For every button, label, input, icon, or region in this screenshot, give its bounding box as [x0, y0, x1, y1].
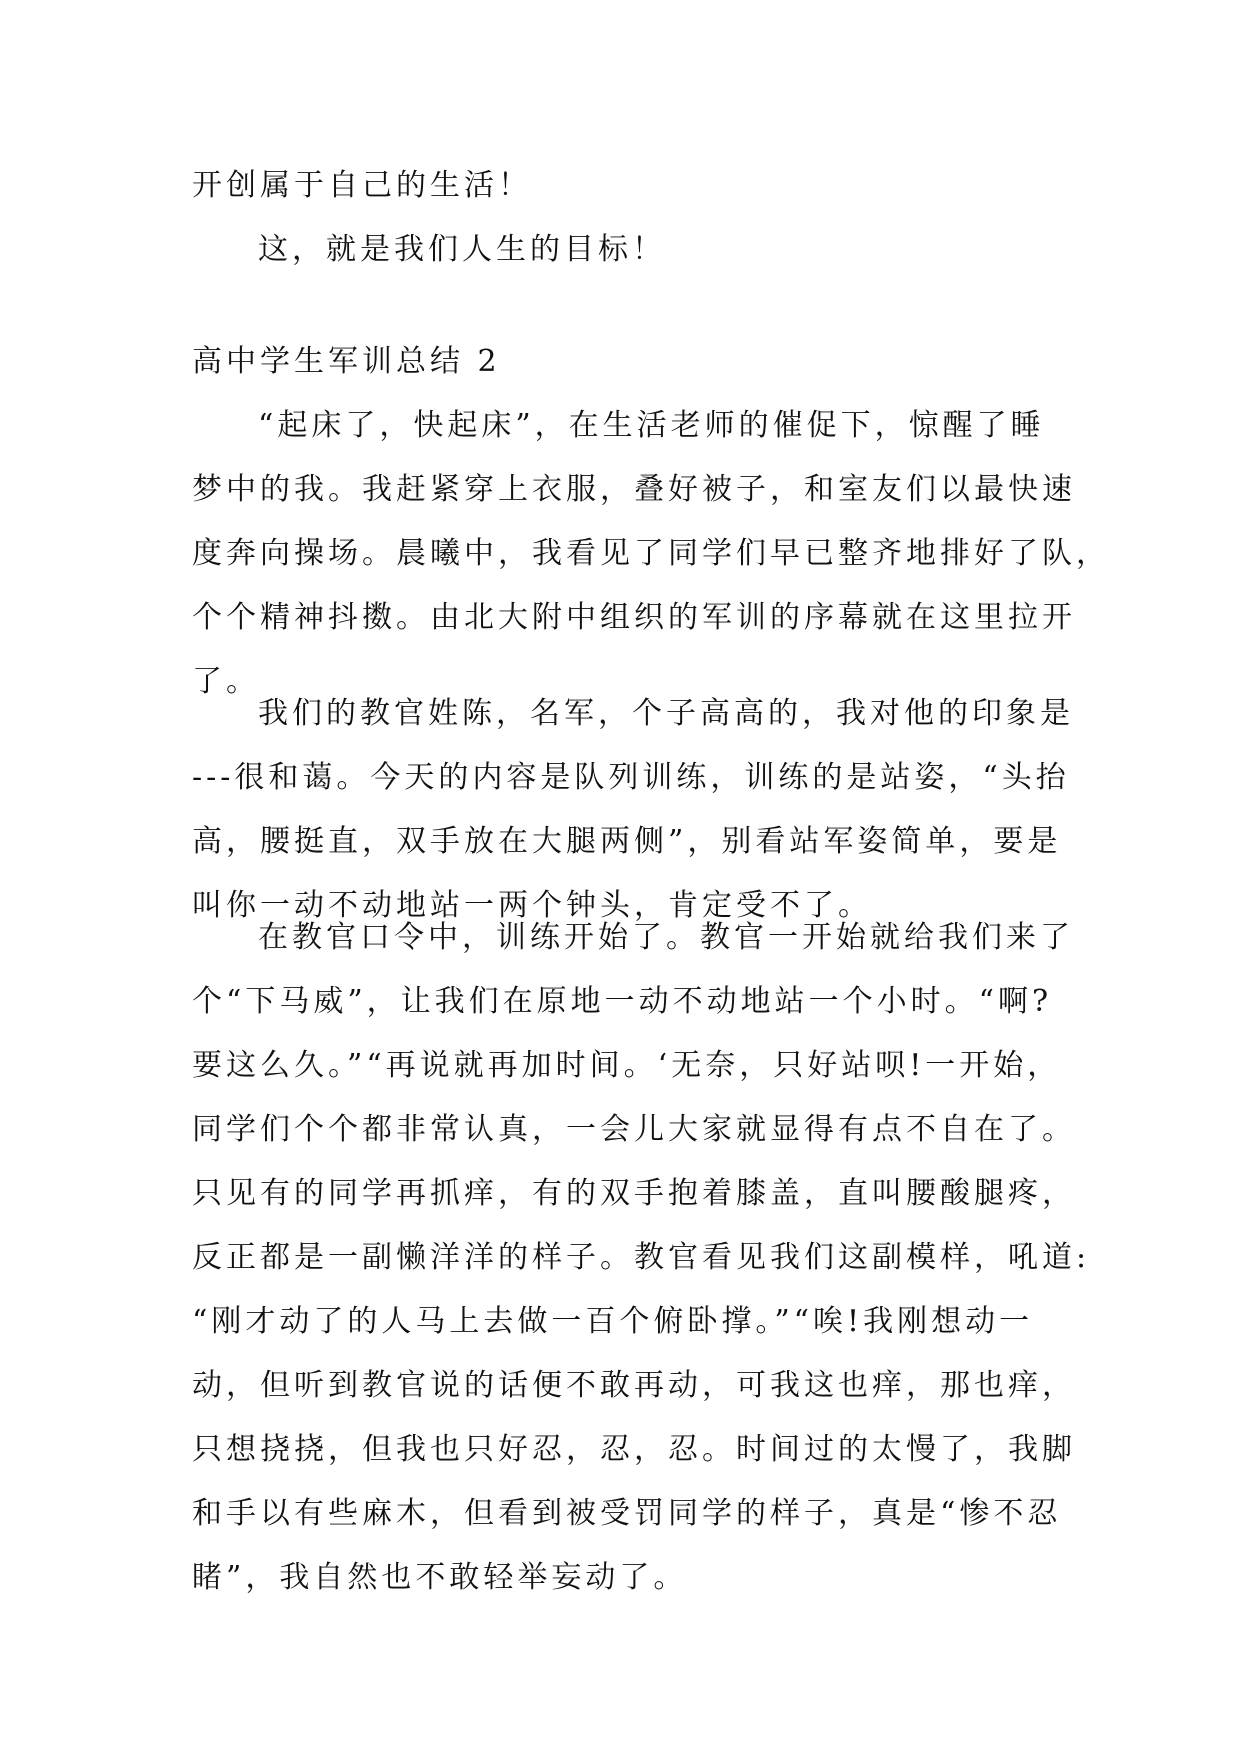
paragraph-line: 要这么久。”“再说就再加时间。‘无奈，只好站呗!一开始，	[192, 1048, 1062, 1083]
paragraph-line: 个个精神抖擞。由北大附中组织的军训的序幕就在这里拉开	[192, 600, 1076, 635]
paragraph-line: 动，但听到教官说的话便不敢再动，可我这也痒，那也痒，	[192, 1368, 1076, 1403]
paragraph-line: 度奔向操场。晨曦中，我看见了同学们早已整齐地排好了队，	[192, 536, 1110, 571]
paragraph-line: 我们的教官姓陈，名军，个子高高的，我对他的印象是	[258, 696, 1074, 731]
paragraph-line: “刚才动了的人马上去做一百个俯卧撑。”“唉!我刚想动一	[192, 1304, 1034, 1339]
paragraph-line: 高，腰挺直，双手放在大腿两侧”，别看站军姿简单，要是	[192, 824, 1062, 859]
paragraph-line: 只见有的同学再抓痒，有的双手抱着膝盖，直叫腰酸腿疼，	[192, 1176, 1076, 1211]
paragraph-line: “起床了，快起床”，在生活老师的催促下，惊醒了睡	[258, 408, 1045, 443]
paragraph-line: 了。	[192, 664, 260, 699]
paragraph-line: 叫你一动不动地站一两个钟头，肯定受不了。	[192, 888, 872, 923]
paragraph-line: ---很和蔼。今天的内容是队列训练，训练的是站姿，“头抬	[192, 760, 1070, 795]
opening-line-2: 这，就是我们人生的目标！	[258, 232, 666, 267]
paragraph-line: 和手以有些麻木，但看到被受罚同学的样子，真是“惨不忍	[192, 1496, 1062, 1531]
paragraph-line: 个“下马威”，让我们在原地一动不动地站一个小时。“啊?	[192, 984, 1053, 1019]
section-title-block	[192, 330, 1072, 394]
opening-block	[192, 154, 1072, 282]
opening-line-1: 开创属于自己的生活！	[192, 168, 532, 203]
paragraph-line: 在教官口令中，训练开始了。教官一开始就给我们来了	[258, 920, 1074, 955]
paragraph-line: 同学们个个都非常认真，一会儿大家就显得有点不自在了。	[192, 1112, 1076, 1147]
paragraph-3	[192, 906, 1091, 1610]
section-title: 高中学生军训总结 2	[192, 344, 501, 379]
paragraph-2	[192, 682, 1072, 938]
paragraph-1	[192, 394, 1110, 714]
paragraph-line: 反正都是一副懒洋洋的样子。教官看见我们这副模样，吼道:	[192, 1240, 1091, 1275]
paragraph-line: 只想挠挠，但我也只好忍，忍，忍。时间过的太慢了，我脚	[192, 1432, 1076, 1467]
paragraph-line: 梦中的我。我赶紧穿上衣服，叠好被子，和室友们以最快速	[192, 472, 1076, 507]
paragraph-line: 睹”，我自然也不敢轻举妄动了。	[192, 1560, 688, 1595]
